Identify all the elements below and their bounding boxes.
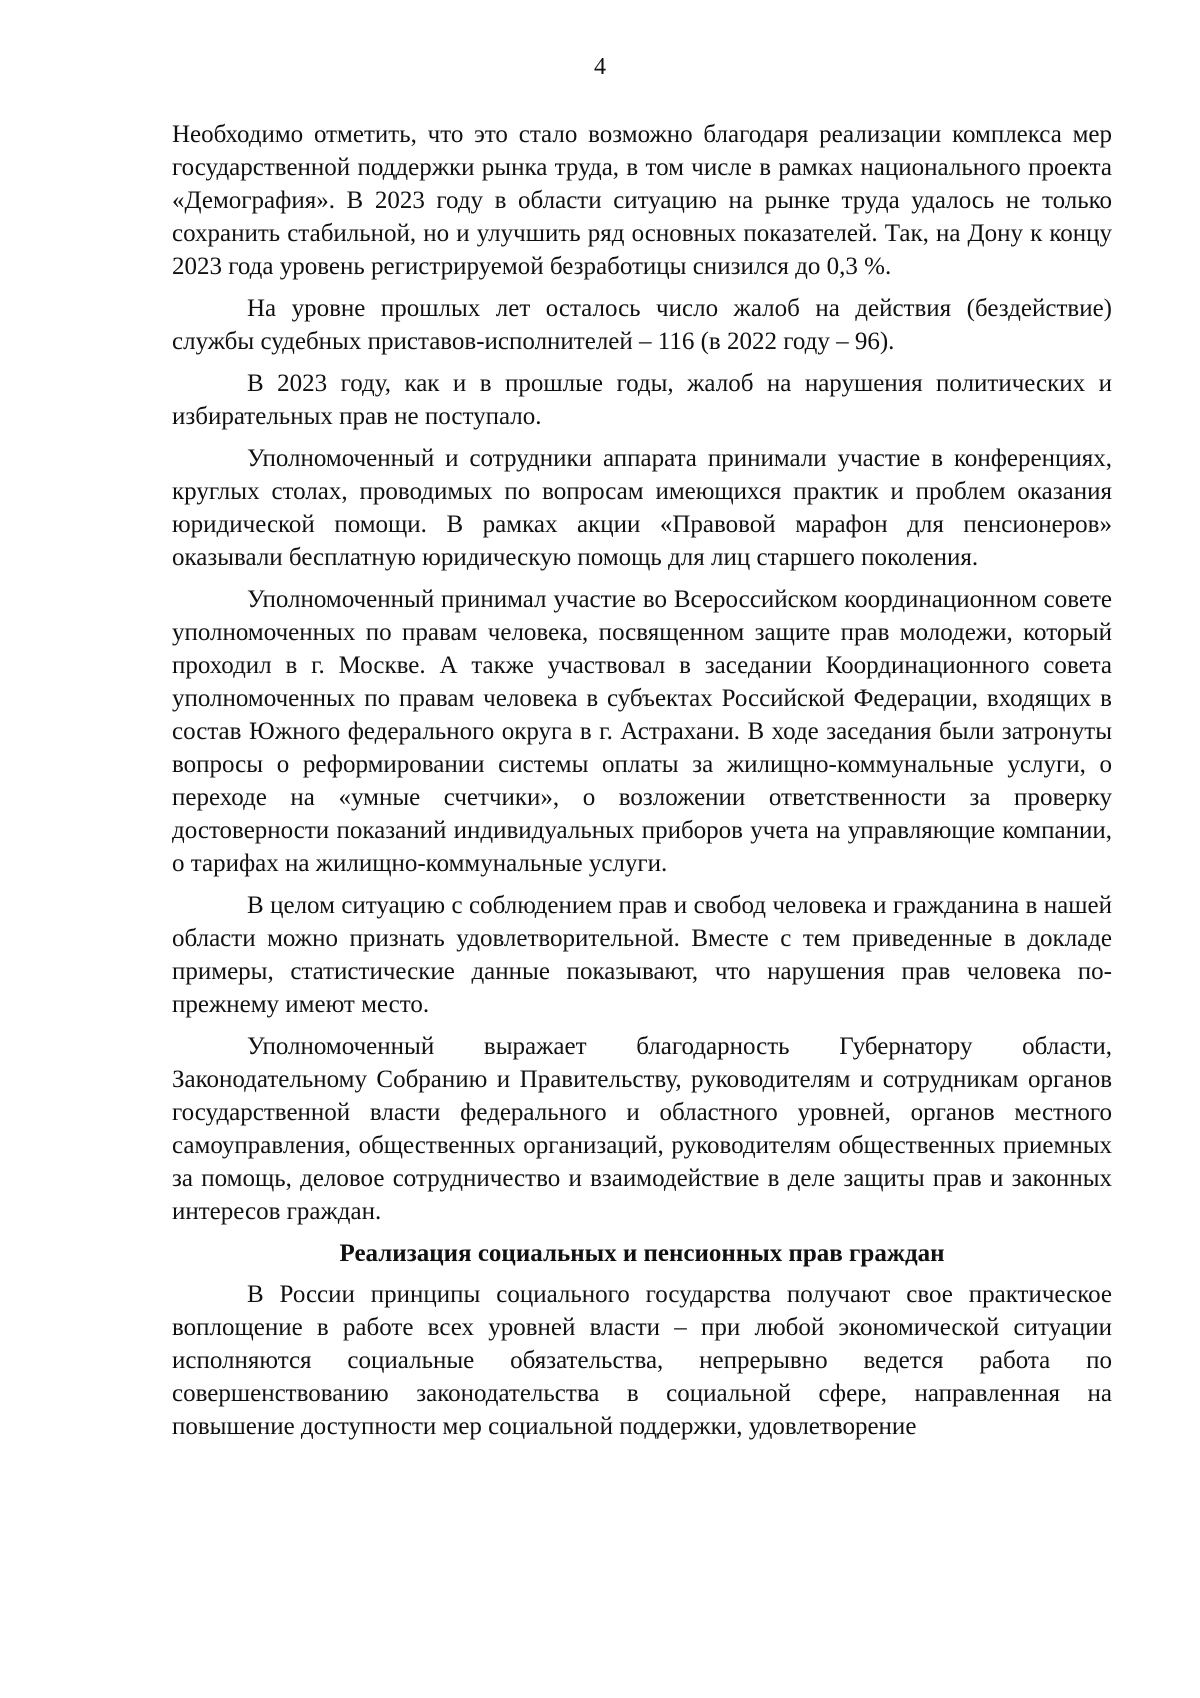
paragraph-5: Уполномоченный принимал участие во Всероссийском координационном совете уполномоченных по правам человека, посвященном защите прав молодежи, который проходил в г. Москве. А также участвовал в заседании Координационного совета уполномоченных по правам человека в субъектах Российской Федерации, входящих в состав Южного федерального округа в г. Астрахани. В ходе заседания были затронуты вопросы о реформировании системы оплаты за жилищно-коммунальные услуги, о переходе на «умные счетчики», о возложении ответственности за проверку достоверности показаний индивидуальных приборов учета на управляющие компании, о тарифах на жилищно-коммунальные услуги. [172,586,1112,877]
paragraph-7: Уполномоченный выражает благодарность Губернатору области, Законодательному Собранию и Правительству, руководителям и сотрудникам органов государственной власти федерального и областного уровней, органов местного самоуправления, общественных организаций, руководителям общественных приемных за помощь, деловое сотрудничество и взаимодействие в деле защиты прав и законных интересов граждан. [172,1033,1112,1225]
document-body [172,118,1112,1452]
paragraph-4: Уполномоченный и сотрудники аппарата принимали участие в конференциях, круглых столах, проводимых по вопросам имеющихся практик и проблем оказания юридической помощи. В рамках акции «Правовой марафон для пенсионеров» оказывали бесплатную юридическую помощь для лиц старшего поколения. [172,445,1112,571]
paragraph-2: На уровне прошлых лет осталось число жалоб на действия (бездействие) службы судебных приставов-исполнителей – 116 (в 2022 году – 96). [172,295,1112,355]
paragraph-1: Необходимо отметить, что это стало возможно благодаря реализации комплекса мер государственной поддержки рынка труда, в том числе в рамках национального проекта «Демография». В 2023 году в области ситуацию на рынке труда удалось не только сохранить стабильной, но и улучшить ряд основных показателей. Так, на Дону к концу 2023 года уровень регистрируемой безработицы снизился до 0,3 %. [172,121,1112,280]
section-heading: Реализация социальных и пенсионных прав граждан [339,1240,945,1267]
paragraph-6: В целом ситуацию с соблюдением прав и свобод человека и гражданина в нашей области можно признать удовлетворительной. Вместе с тем приведенные в докладе примеры, статистические данные показывают, что нарушения прав человека по-прежнему имеют место. [172,892,1112,1018]
paragraph-3: В 2023 году, как и в прошлые годы, жалоб на нарушения политических и избирательных прав не поступало. [172,370,1112,430]
paragraph-final: В России принципы социального государства получают свое практическое воплощение в работе всех уровней власти – при любой экономической ситуации исполняются социальные обязательства, непрерывно ведется работа по совершенствованию законодательства в социальной сфере, направленная на повышение доступности мер социальной поддержки, удовлетворение [172,1281,1112,1440]
page-number: 4 [594,54,606,80]
